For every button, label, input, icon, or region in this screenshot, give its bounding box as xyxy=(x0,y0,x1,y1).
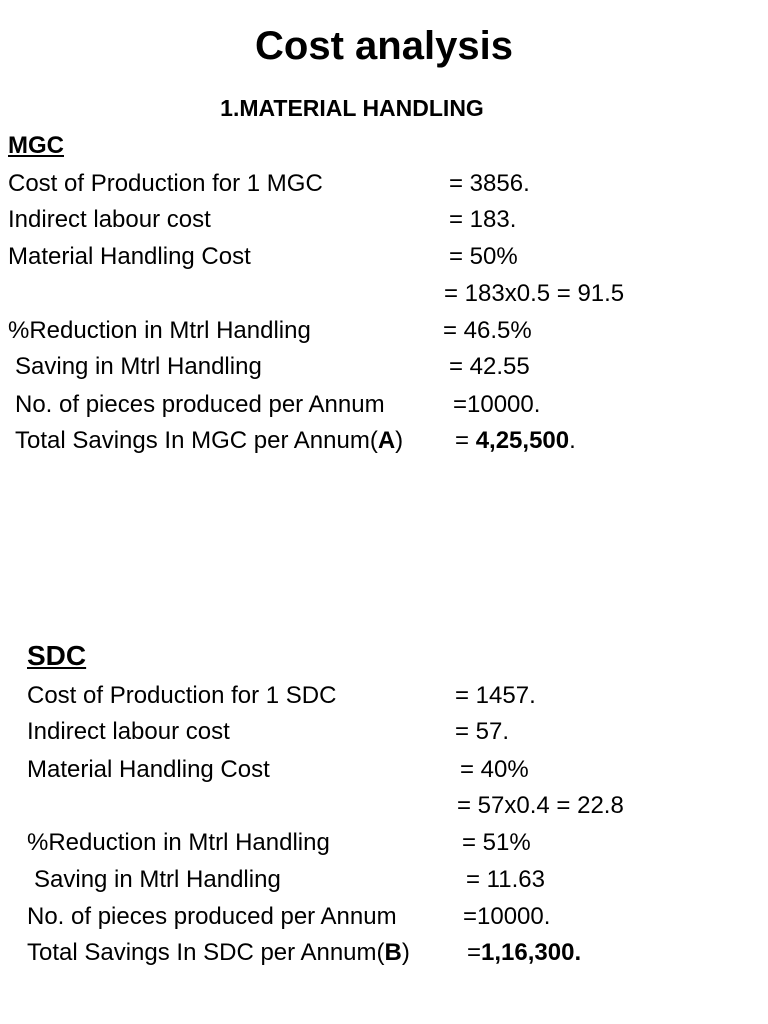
sdc-total-label-text: Total Savings In SDC per Annum( xyxy=(27,939,385,966)
mgc-row-value: = 46.5% xyxy=(443,317,532,344)
mgc-row-value: = 3856. xyxy=(449,170,530,197)
page-title: Cost analysis xyxy=(255,24,513,68)
mgc-row-label: Saving in Mtrl Handling xyxy=(15,353,262,380)
sdc-row-value: =10000. xyxy=(463,903,551,930)
mgc-row-label: Cost of Production for 1 MGC xyxy=(8,170,323,197)
mgc-total-value xyxy=(455,429,576,453)
sdc-row-label: Saving in Mtrl Handling xyxy=(34,866,281,893)
sdc-row-label: Cost of Production for 1 SDC xyxy=(27,682,337,709)
sdc-row-value: = 57x0.4 = 22.8 xyxy=(457,792,624,819)
sdc-total-label-letter: B xyxy=(384,939,402,966)
mgc-row-label: %Reduction in Mtrl Handling xyxy=(8,317,311,344)
section-subtitle: 1.MATERIAL HANDLING xyxy=(220,95,484,121)
sdc-row-value: = 40% xyxy=(460,756,529,783)
sdc-total-value xyxy=(467,941,581,965)
mgc-row-label: No. of pieces produced per Annum xyxy=(15,391,385,418)
sdc-row-label: %Reduction in Mtrl Handling xyxy=(27,829,330,856)
mgc-row-value: = 42.55 xyxy=(449,353,530,380)
sdc-row-value: = 57. xyxy=(455,718,510,745)
mgc-row-value: = 183x0.5 = 91.5 xyxy=(444,280,625,307)
sdc-row-label: Material Handling Cost xyxy=(27,756,270,783)
mgc-total-label xyxy=(15,429,403,453)
sdc-total-value-prefix: = xyxy=(467,939,482,966)
sdc-row-value: = 51% xyxy=(462,829,531,856)
sdc-row-value: = 11.63 xyxy=(466,866,545,893)
mgc-total-value-prefix: = xyxy=(455,427,476,454)
sdc-heading: SDC xyxy=(27,640,87,671)
mgc-total-value-suffix: . xyxy=(569,427,576,454)
sdc-total-label xyxy=(27,941,410,965)
mgc-total-label-letter: A xyxy=(377,427,396,454)
mgc-row-value: = 50% xyxy=(449,243,518,270)
sdc-row-label: No. of pieces produced per Annum xyxy=(27,903,397,930)
mgc-row-value: = 183. xyxy=(449,206,517,233)
sdc-total-label-close: ) xyxy=(401,939,410,966)
sdc-total-value-amount: 1,16,300. xyxy=(481,939,582,966)
sdc-row-value: = 1457. xyxy=(455,682,536,709)
mgc-total-label-text: Total Savings In MGC per Annum( xyxy=(15,427,378,454)
mgc-total-label-close: ) xyxy=(395,427,404,454)
mgc-row-label: Indirect labour cost xyxy=(8,206,211,233)
mgc-row-value: =10000. xyxy=(453,391,541,418)
sdc-row-label: Indirect labour cost xyxy=(27,718,230,745)
mgc-total-value-amount: 4,25,500 xyxy=(475,427,570,454)
mgc-heading: MGC xyxy=(8,132,64,159)
mgc-row-label: Material Handling Cost xyxy=(8,243,251,270)
